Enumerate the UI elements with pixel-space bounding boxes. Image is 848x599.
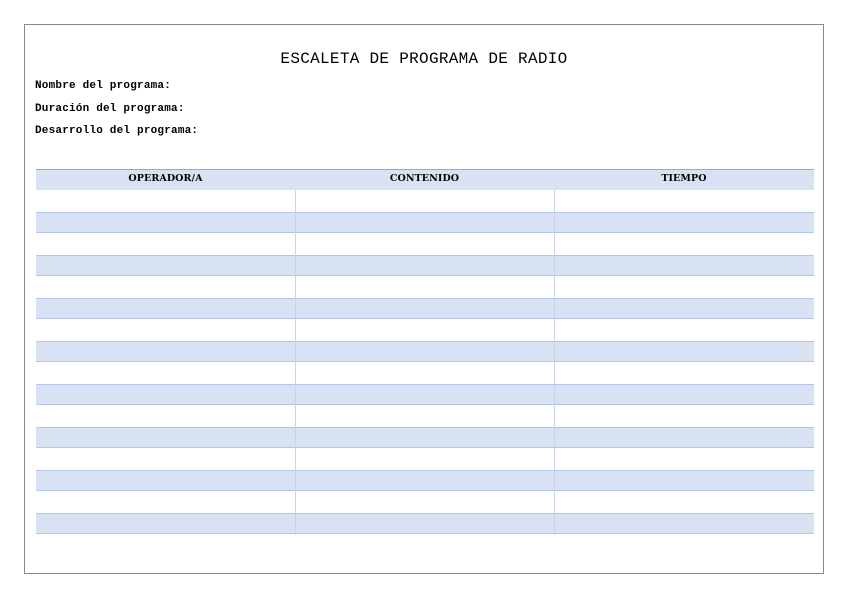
- operator-cell[interactable]: [36, 299, 295, 318]
- content-cell[interactable]: [295, 491, 554, 512]
- program-name-label: Nombre del programa:: [35, 80, 172, 92]
- time-cell[interactable]: [554, 319, 814, 340]
- content-cell[interactable]: [295, 299, 554, 318]
- operator-cell[interactable]: [36, 471, 295, 490]
- operator-cell[interactable]: [36, 405, 295, 426]
- table-row: [36, 255, 814, 276]
- content-cell[interactable]: [295, 319, 554, 340]
- operator-cell[interactable]: [36, 276, 295, 297]
- time-cell[interactable]: [554, 448, 814, 469]
- operator-cell[interactable]: [36, 256, 295, 275]
- content-cell[interactable]: [295, 514, 554, 533]
- operator-cell[interactable]: [36, 514, 295, 533]
- content-cell[interactable]: [295, 276, 554, 297]
- column-divider: [554, 190, 555, 535]
- column-header-operator: OPERADOR/A: [128, 173, 203, 184]
- content-cell[interactable]: [295, 471, 554, 490]
- time-cell[interactable]: [554, 256, 814, 275]
- operator-cell[interactable]: [36, 491, 295, 512]
- time-cell[interactable]: [554, 428, 814, 447]
- content-cell[interactable]: [295, 405, 554, 426]
- table-row: [36, 276, 814, 297]
- rundown-table: [36, 169, 814, 535]
- table-row: [36, 362, 814, 383]
- operator-cell[interactable]: [36, 342, 295, 361]
- content-cell[interactable]: [295, 213, 554, 232]
- operator-cell[interactable]: [36, 319, 295, 340]
- time-cell[interactable]: [554, 213, 814, 232]
- table-row: [36, 491, 814, 512]
- operator-cell[interactable]: [36, 448, 295, 469]
- content-cell[interactable]: [295, 428, 554, 447]
- content-cell[interactable]: [295, 256, 554, 275]
- operator-cell[interactable]: [36, 213, 295, 232]
- time-cell[interactable]: [554, 514, 814, 533]
- time-cell[interactable]: [554, 405, 814, 426]
- table-row: [36, 405, 814, 426]
- time-cell[interactable]: [554, 471, 814, 490]
- content-cell[interactable]: [295, 342, 554, 361]
- content-cell[interactable]: [295, 385, 554, 404]
- table-row: [36, 384, 814, 405]
- time-cell[interactable]: [554, 299, 814, 318]
- time-cell[interactable]: [554, 362, 814, 383]
- operator-cell[interactable]: [36, 233, 295, 254]
- table-row: [36, 233, 814, 254]
- operator-cell[interactable]: [36, 428, 295, 447]
- program-development-label: Desarrollo del programa:: [35, 125, 199, 137]
- table-row: [36, 190, 814, 211]
- time-cell[interactable]: [554, 276, 814, 297]
- column-divider: [295, 190, 296, 535]
- operator-cell[interactable]: [36, 385, 295, 404]
- operator-cell[interactable]: [36, 190, 295, 211]
- document-title: ESCALETA DE PROGRAMA DE RADIO: [280, 50, 568, 68]
- table-row: [36, 319, 814, 340]
- table-row: [36, 470, 814, 491]
- table-header: [36, 169, 814, 190]
- table-row: [36, 448, 814, 469]
- content-cell[interactable]: [295, 362, 554, 383]
- time-cell[interactable]: [554, 233, 814, 254]
- column-header-content: CONTENIDO: [389, 173, 460, 184]
- content-cell[interactable]: [295, 233, 554, 254]
- table-row: [36, 427, 814, 448]
- table-row: [36, 212, 814, 233]
- content-cell[interactable]: [295, 190, 554, 211]
- table-row: [36, 298, 814, 319]
- time-cell[interactable]: [554, 385, 814, 404]
- operator-cell[interactable]: [36, 362, 295, 383]
- program-duration-label: Duración del programa:: [35, 103, 185, 115]
- time-cell[interactable]: [554, 491, 814, 512]
- content-cell[interactable]: [295, 448, 554, 469]
- table-row: [36, 513, 814, 534]
- time-cell[interactable]: [554, 190, 814, 211]
- table-row: [36, 341, 814, 362]
- column-header-time: TIEMPO: [661, 173, 707, 184]
- time-cell[interactable]: [554, 342, 814, 361]
